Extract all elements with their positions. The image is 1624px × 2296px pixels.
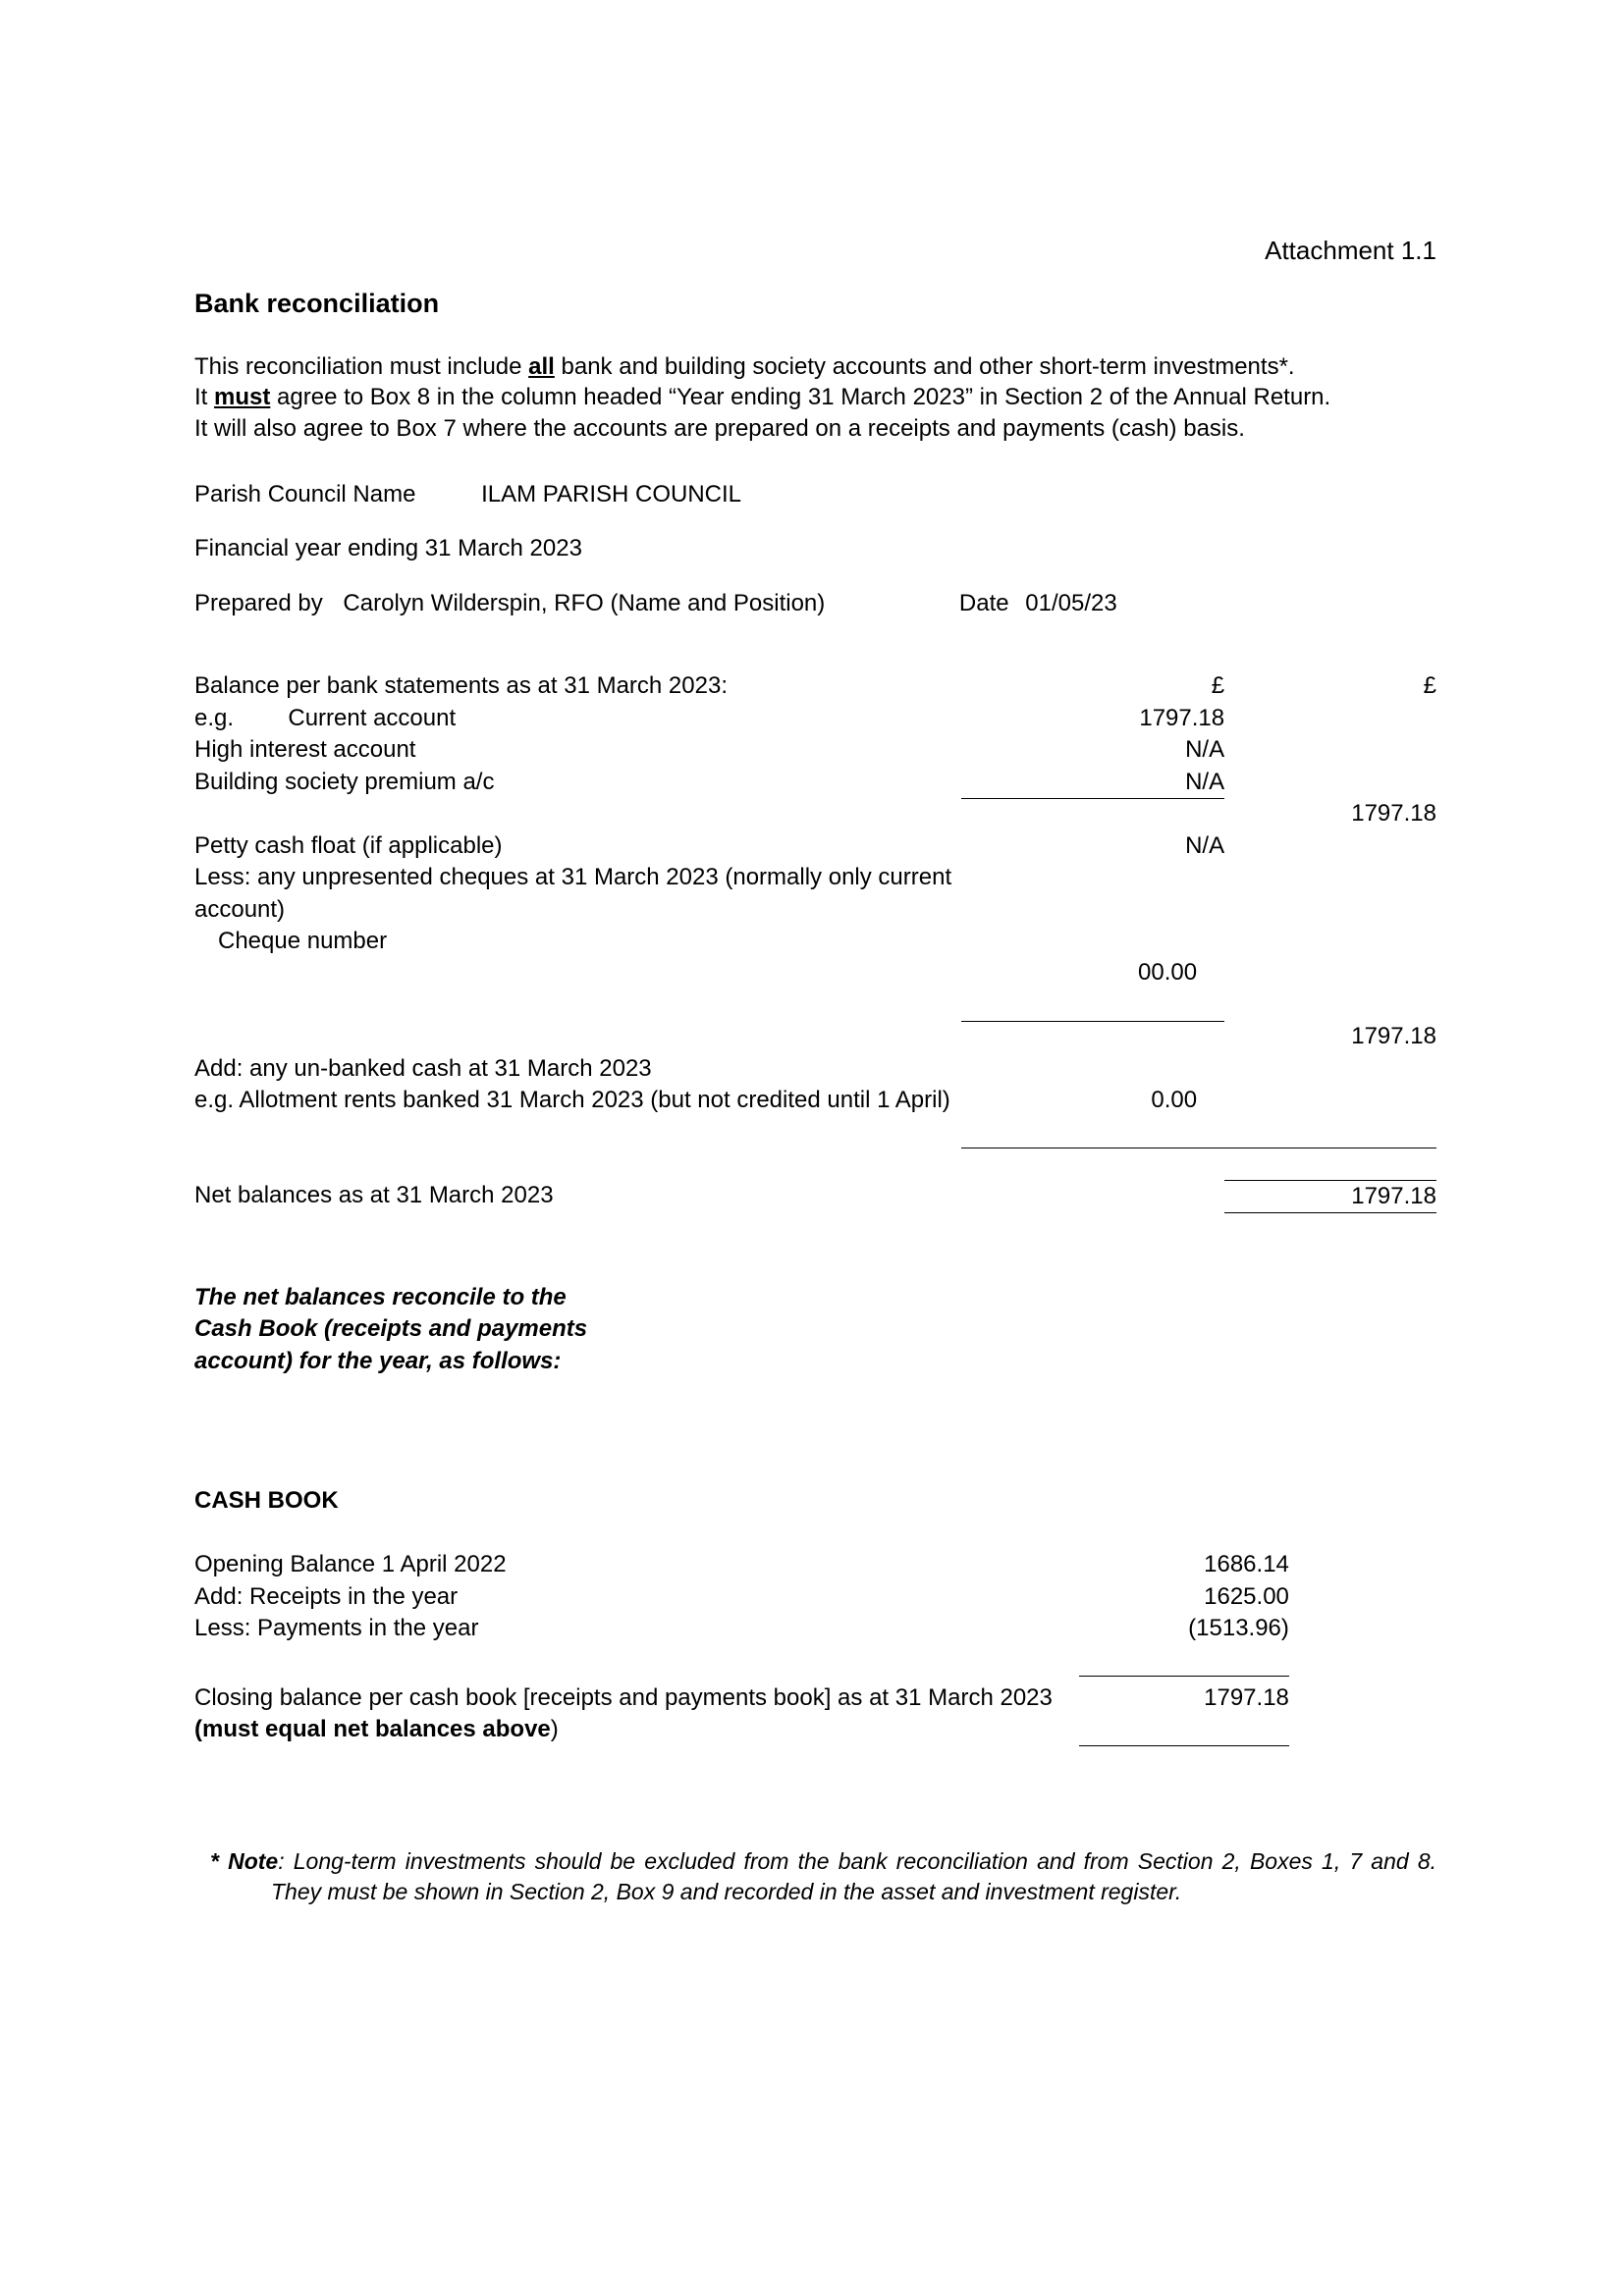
eg-label: e.g. [194, 704, 235, 731]
add-unbanked-detail: e.g. Allotment rents banked 31 March 2023 (but not credited until 1 April) [194, 1086, 950, 1113]
cashbook-row-0-desc: Opening Balance 1 April 2022 [194, 1551, 507, 1578]
prepared-by-row [194, 587, 1436, 620]
recon-row-0-amount: 1797.18 [1139, 704, 1225, 731]
table-row [194, 703, 1436, 734]
footnote-marker: * Note [210, 1848, 279, 1875]
recon-row-2-amount: N/A [961, 767, 1224, 799]
financial-year-row: Financial year ending 31 March 2023 [194, 535, 582, 562]
closing-balance-text-b: (must equal net balances above [194, 1716, 551, 1743]
reconciliation-table [194, 670, 1436, 1213]
footnote [194, 1846, 1436, 1907]
net-balances-label: Net balances as at 31 March 2023 [194, 1182, 554, 1209]
intro-p2-part-a: It [194, 384, 215, 411]
closing-balance-text-c: ) [550, 1716, 559, 1743]
closing-balance-value: 1797.18 [1204, 1684, 1289, 1712]
table-row [194, 1148, 1436, 1180]
table-row [194, 1549, 1436, 1580]
table-row [194, 862, 1436, 926]
cashbook-row-1-desc: Add: Receipts in the year [194, 1582, 459, 1610]
intro-p2-emphasis: must [214, 384, 271, 411]
council-name-label: Parish Council Name [194, 480, 416, 507]
table-row [194, 1053, 1436, 1085]
closing-balance-label [194, 1677, 1079, 1746]
cashbook-row-2-amount: (1513.96) [1188, 1615, 1289, 1642]
council-name-value: ILAM PARISH COUNCIL [481, 480, 742, 507]
table-row [194, 1645, 1436, 1677]
table-row [194, 798, 1436, 829]
council-name-row [194, 478, 1436, 511]
date-label: Date [958, 589, 1009, 616]
table-row [194, 734, 1436, 766]
cashbook-row-1-amount: 1625.00 [1204, 1582, 1289, 1610]
net-balances-value: 1797.18 [1224, 1180, 1436, 1212]
footnote-text: : Long-term investments should be excluded from the bank reconciliation and from Section 2, Boxes 1, 7 and 8. They must be shown in Section 2, Box 9 and recorded in the asset and investment register. [271, 1848, 1436, 1905]
recon-subtotal-1: 1797.18 [1351, 800, 1436, 828]
date-value: 01/05/23 [1025, 589, 1117, 616]
recon-subtotal-2: 1797.18 [1351, 1023, 1436, 1050]
cheque-amount: 00.00 [1138, 959, 1198, 987]
table-row [194, 926, 1436, 957]
recon-row-2-desc: Building society premium a/c [194, 768, 495, 795]
currency-symbol-col1: £ [1211, 672, 1225, 700]
intro-p1-part-c: bank and building society accounts and other short-term investments*. [554, 352, 1295, 380]
document-body [194, 236, 1436, 1907]
intro-paragraph-1 [194, 351, 1436, 383]
intro-p1-part-a: This reconciliation must include [194, 352, 529, 380]
add-unbanked-label: Add: any un-banked cash at 31 March 2023 [194, 1054, 652, 1082]
intro-p1-emphasis: all [528, 352, 555, 380]
recon-row-0-desc: Current account [288, 704, 457, 731]
currency-symbol-col2: £ [1423, 672, 1436, 700]
table-row [194, 1116, 1436, 1148]
cash-book-table [194, 1549, 1436, 1778]
add-unbanked-value: 0.00 [1151, 1086, 1198, 1113]
intro-paragraph-3: It will also agree to Box 7 where the accounts are prepared on a receipts and payments (cash) basis. [194, 414, 1245, 442]
table-row [194, 767, 1436, 799]
cheque-number-label: Cheque number [218, 928, 388, 954]
page-title: Bank reconciliation [194, 289, 440, 319]
table-row [194, 830, 1436, 862]
cashbook-row-0-amount: 1686.14 [1204, 1551, 1289, 1578]
closing-balance-text-a: Closing balance per cash book [receipts and payments book] as at 31 March 2023 [194, 1683, 1053, 1711]
cash-book-title: CASH BOOK [194, 1487, 339, 1515]
table-row [194, 670, 1436, 702]
table-row [194, 957, 1436, 988]
reconcile-note: The net balances reconcile to the Cash Book (receipts and payments account) for the year, as follows: [194, 1284, 588, 1374]
petty-cash-label: Petty cash float (if applicable) [194, 831, 503, 859]
prepared-by-label: Prepared by [194, 589, 323, 616]
table-row [194, 1677, 1436, 1746]
table-row [194, 989, 1436, 1021]
petty-cash-value: N/A [1185, 831, 1225, 859]
table-row [194, 1613, 1436, 1644]
intro-paragraph-2 [194, 382, 1436, 413]
recon-heading: Balance per bank statements as at 31 March 2023: [194, 672, 728, 700]
table-row [194, 1746, 1436, 1778]
table-row [194, 1581, 1436, 1613]
table-row [194, 1021, 1436, 1052]
attachment-label: Attachment 1.1 [1265, 236, 1436, 265]
unpresented-cheques-label: Less: any unpresented cheques at 31 March 2023 (normally only current account) [194, 864, 952, 923]
prepared-by-value: Carolyn Wilderspin, RFO (Name and Position) [343, 589, 826, 616]
intro-p2-part-c: agree to Box 8 in the column headed “Year ending 31 March 2023” in Section 2 of the Annual Return. [270, 384, 1331, 411]
recon-row-1-amount: N/A [1185, 736, 1225, 764]
cashbook-row-2-desc: Less: Payments in the year [194, 1615, 479, 1642]
table-row [194, 1180, 1436, 1212]
recon-row-1-desc: High interest account [194, 736, 416, 764]
table-row [194, 1085, 1436, 1116]
